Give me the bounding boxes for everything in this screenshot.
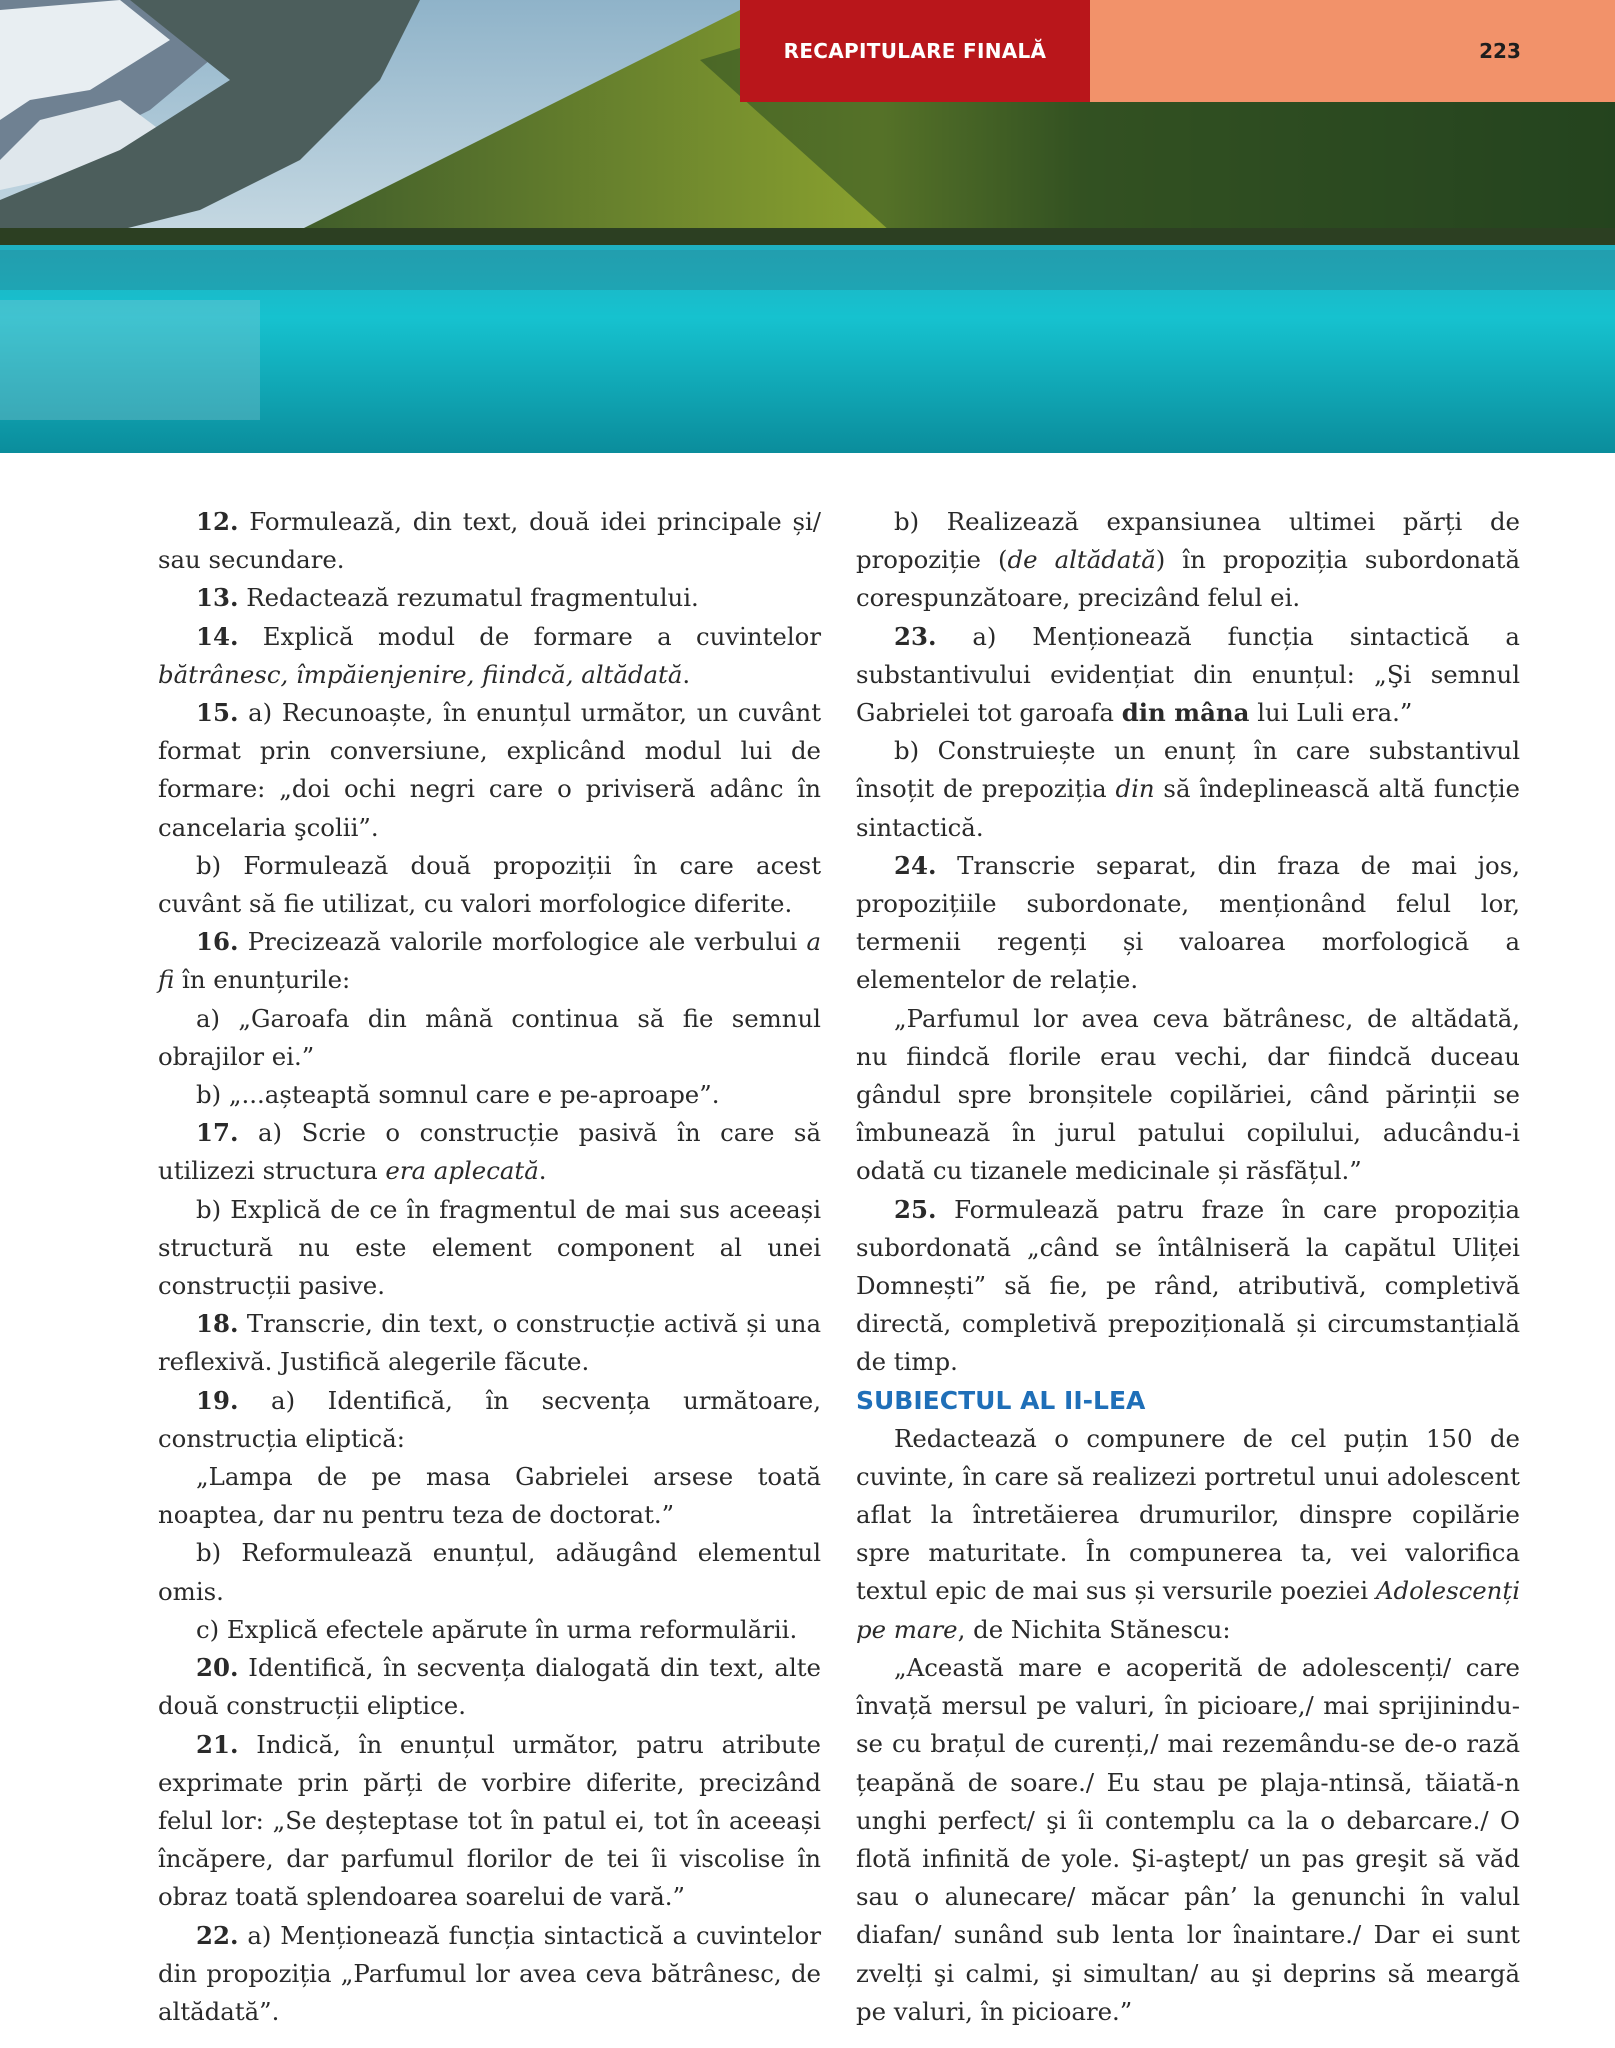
- question-number: 13.: [196, 583, 239, 613]
- question-text-end: lui Luli era.”: [1249, 698, 1413, 728]
- question-text: Transcrie separat, din fraza de mai jos, propozițiile subordonate, menționând felul lor, termenii regenți și valoarea morfologică a elementelor de relație.: [856, 850, 1520, 995]
- question-text: a) Scrie o construcție pasivă în care să utilizezi structura: [158, 1118, 821, 1186]
- question-number: 22.: [196, 1920, 239, 1950]
- question-number: 14.: [196, 621, 239, 651]
- question-bold-term: din mâna: [1121, 698, 1250, 728]
- question-text: a) Identifică, în secvența următoare, construcția eliptică:: [158, 1385, 821, 1453]
- left-column: [158, 503, 821, 2031]
- question-13: [158, 579, 821, 617]
- question-15b: b) Formulează două propoziții în care acest cuvânt să fie utilizat, cu valori morfologice diferite.: [158, 850, 821, 919]
- question-25: [856, 1191, 1520, 1382]
- question-text: Formulează, din text, două idei principale și/ sau secundare.: [158, 507, 821, 575]
- question-19b: b) Reformulează enunțul, adăugând elementul omis.: [158, 1538, 821, 1606]
- question-19a: [158, 1382, 821, 1458]
- poem-quote: „Această mare e acoperită de adolescenți/ care învață mersul pe valuri, în picioare,/ mai sprijinindu-se cu brațul de curenți,/ mai rezemându-se de-o rază țeapănă de soare./ Eu stau pe plaja-ntinsă, tăiată-n unghi perfect/ şi îi contemplu ca la o debarcare./ O flotă infinită de yole. Şi-aştept/ un pas greşit să văd sau o alunecare/ măcar pân’ la genunchi în valul diafan/ sunând sub lenta lor înaintare./ Dar ei sunt zvelți şi calmi, şi simultan/ au şi deprins să meargă pe valuri, în picioare.”: [856, 1652, 1520, 2026]
- question-23b: [856, 732, 1520, 847]
- page-number: 223: [1479, 39, 1521, 63]
- question-text: Precizează valorile morfologice ale verbului: [247, 927, 807, 957]
- question-22a: [158, 1917, 821, 2032]
- question-text: a) Menționează funcția sintactică a cuvintelor din propoziția „Parfumul lor avea ceva bătrânesc, de altădată”.: [158, 1920, 821, 2026]
- question-emphasis: de altădată: [1007, 545, 1156, 575]
- question-words: bătrânesc, împăienjenire, fiindcă, altădată: [158, 659, 683, 689]
- question-number: 15.: [196, 698, 239, 728]
- question-number: 21.: [196, 1729, 239, 1759]
- question-18: [158, 1305, 821, 1381]
- question-17a: [158, 1114, 821, 1190]
- question-emphasis: din: [1115, 774, 1155, 804]
- question-verb: a fi: [158, 927, 821, 995]
- poem-title: Adolescenți pe mare: [856, 1576, 1520, 1644]
- question-14: [158, 618, 821, 694]
- question-16b: b) „...așteaptă somnul care e pe-aproape”.: [196, 1080, 720, 1110]
- question-text: Indică, în enunțul următor, patru atribute exprimate prin părți de vorbire diferite, precizând felul lor: „Se deșteptase tot în patul ei, tot în aceeași încăpere, dar parfumul florilor de tei îi viscolise în obraz toată splendoarea soarelui de vară.”: [158, 1729, 821, 1912]
- punctuation: .: [538, 1156, 547, 1186]
- question-number: 20.: [196, 1653, 239, 1683]
- question-text: b) Construiește un enunț în care substantivul însoțit de prepoziția: [856, 736, 1520, 804]
- question-text: Explică modul de formare a cuvintelor: [262, 621, 821, 651]
- question-number: 17.: [196, 1118, 239, 1148]
- question-text: Identifică, în secvența dialogată din text, alte două construcții eliptice.: [158, 1653, 821, 1721]
- question-number: 23.: [894, 621, 937, 651]
- question-19-quote: „Lampa de pe masa Gabrielei arsese toată noaptea, dar nu pentru teza de doctorat.”: [158, 1462, 821, 1530]
- question-number: 19.: [196, 1385, 239, 1415]
- question-24: [856, 847, 1520, 1000]
- question-number: 12.: [196, 507, 239, 536]
- punctuation: .: [682, 659, 691, 689]
- question-22b: [856, 503, 1520, 618]
- question-16: [158, 923, 821, 999]
- question-text: a) Menționează funcția sintactică a substantivului evidențiat din enunțul: „Şi semnul Gabrielei tot garoafa: [856, 621, 1520, 728]
- right-column: [856, 503, 1520, 2031]
- question-text: Transcrie, din text, o construcție activă și una reflexivă. Justifică alegerile făcute.: [158, 1309, 821, 1377]
- question-structure: era aplecată: [385, 1156, 539, 1186]
- essay-text-end: , de Nichita Stănescu:: [957, 1614, 1231, 1644]
- question-text-end: să îndeplinească altă funcție sintactică.: [856, 774, 1520, 842]
- question-number: 18.: [196, 1309, 239, 1339]
- essay-text: Redactează o compunere de cel puțin 150 de cuvinte, în care să realizezi portretul unui adolescent aflat la întretăierea drumurilor, dinspre copilărie spre maturitate. În compunerea ta, vei valorifica textul epic de mai sus și versurile poeziei: [856, 1423, 1520, 1606]
- question-21: [158, 1726, 821, 1917]
- question-text: Formulează patru fraze în care propoziția subordonată „când se întâlniseră la capătul Uliței Domnești” să fie, pe rând, atributivă, completivă directă, completivă prepozițională și circumstanțială de timp.: [856, 1194, 1520, 1377]
- question-15a: [158, 694, 821, 847]
- question-17b: b) Explică de ce în fragmentul de mai sus aceeași structură nu este element component al unei construcții pasive.: [158, 1194, 821, 1301]
- question-16a: a) „Garoafa din mână continua să fie semnul obrajilor ei.”: [158, 1003, 821, 1071]
- question-24-quote: „Parfumul lor avea ceva bătrânesc, de altădată, nu fiindcă florile erau vechi, dar fiindcă duceau gândul spre bronșitele copilăriei, când părinții se îmbunează în jurul patului copilului, aducându-i odată cu tizanele medicinale și răsfățul.”: [856, 1003, 1520, 1186]
- question-text: b) Realizează expansiunea ultimei părți de propoziție (: [856, 507, 1520, 575]
- question-number: 16.: [196, 927, 239, 957]
- question-12: [158, 503, 821, 579]
- question-23a: [856, 618, 1520, 733]
- question-text-end: ) în propoziția subordonată corespunzătoare, precizând felul ei.: [856, 545, 1520, 613]
- question-text-end: în enunțurile:: [174, 965, 351, 995]
- question-number: 25.: [894, 1194, 937, 1224]
- essay-prompt: [856, 1420, 1520, 1649]
- question-text: a) Recunoaște, în enunțul următor, un cuvânt format prin conversiune, explicând modul lui de formare: „doi ochi negri care o priviseră adânc în cancelaria şcolii”.: [158, 698, 821, 842]
- question-20: [158, 1649, 821, 1725]
- question-number: 24.: [894, 850, 937, 880]
- section-heading: SUBIECTUL AL II-LEA: [856, 1385, 1146, 1415]
- section-title-header: RECAPITULARE FINALĂ: [783, 39, 1047, 63]
- question-text: Redactează rezumatul fragmentului.: [246, 583, 699, 613]
- question-19c: c) Explică efectele apărute în urma reformulării.: [196, 1614, 798, 1644]
